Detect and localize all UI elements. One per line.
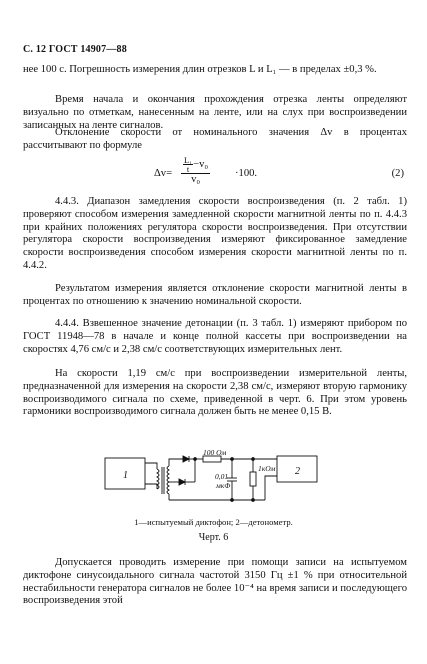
page-header: С. 12 ГОСТ 14907—88 bbox=[23, 44, 127, 55]
paragraph-formula-intro: Отклонение скорости от номинального значения Δv в процентах рассчитывают по формуле bbox=[23, 127, 407, 151]
label-c1-unit: мкФ bbox=[216, 481, 231, 490]
circuit-schematic bbox=[105, 448, 327, 514]
paragraph-second-harmonic: На скорости 1,19 см/с при воспроизведении измерительной ленты, предназначенной для измерения на скорости 2,38 см/с, измеряют вторую гармонику воспроизводимого сигнала по схеме, приведенной в черт. 6. При этом уровень гармоники воспроизводимого сигнала должен быть не менее 0,15 В. bbox=[23, 368, 407, 418]
label-r2: 1кОм bbox=[258, 464, 276, 473]
formula-fraction bbox=[181, 156, 210, 185]
paragraph-4-4-4: 4.4.4. Взвешенное значение детонации (п. 3 табл. 1) измеряют прибором по ГОСТ 11948—78 в начале и конце полной кассеты при воспроизведении на скоростях 4,76 см/с и 2,38 см/с соответствующих измерительных лент. bbox=[23, 318, 407, 355]
resistor-1k bbox=[250, 472, 256, 486]
paragraph-4-4-3: 4.4.3. Диапазон замедления скорости воспроизведения (п. 2 табл. 1) проверяют способом измерения замедленной скорости магнитной ленты по п. 4.4.3 при крайних положениях регулятора скорости воспроизведения. При отсутствии регулятора скорости воспроизведения измеряют фиксированное замедление скорости воспроизведения способом измерения скорости магнитной ленты по п. 4.4.2. bbox=[23, 196, 407, 271]
label-c1-value: 0,01 bbox=[215, 472, 229, 481]
paragraph-continuation: нее 100 с. Погрешность измерения длин отрезков L и L₁ — в пределах ±0,3 %. bbox=[23, 64, 377, 75]
formula-2 bbox=[23, 156, 407, 190]
label-r1: 100 Ом bbox=[203, 448, 227, 457]
label-block-2: 2 bbox=[295, 466, 300, 477]
figure-caption: 1—испытуемый диктофон; 2—детонометр. bbox=[134, 517, 293, 527]
formula-denominator: v₀ bbox=[191, 174, 201, 185]
paragraph-result: Результатом измерения является отклонение скорости магнитной ленты в процентах по отношению к значению номинальной скорости. bbox=[23, 283, 407, 307]
formula-multiplier: ·100. bbox=[235, 168, 258, 179]
figure-label: Черт. 6 bbox=[198, 532, 229, 543]
transformer-secondary bbox=[167, 466, 169, 494]
equation-number: (2) bbox=[391, 168, 404, 179]
formula-lhs: Δv= bbox=[154, 168, 173, 179]
paragraph-alternative-method: Допускается проводить измерение при помощи записи на испытуемом диктофоне синусоидального сигнала частотой 3150 Гц ±1 % при относительной нестабильности генератора сигналов не более 10⁻⁴ на время записи и последующего воспроизведения этой bbox=[23, 557, 407, 607]
formula-numerator: $\frac{\text{L₁}}{t}$ −v₀ bbox=[181, 156, 210, 174]
formula-inner-fraction: $\frac{\text{L₁}}{t}$ bbox=[184, 155, 193, 174]
paragraph-time-measurement: Время начала и окончания прохождения отрезка ленты определяют визуально по отметкам, нанесенным на ленте, или на слух при воспроизведении записанных на ленте сигналов. bbox=[23, 94, 407, 131]
label-block-1: 1 bbox=[123, 470, 128, 481]
diode bbox=[183, 456, 189, 462]
